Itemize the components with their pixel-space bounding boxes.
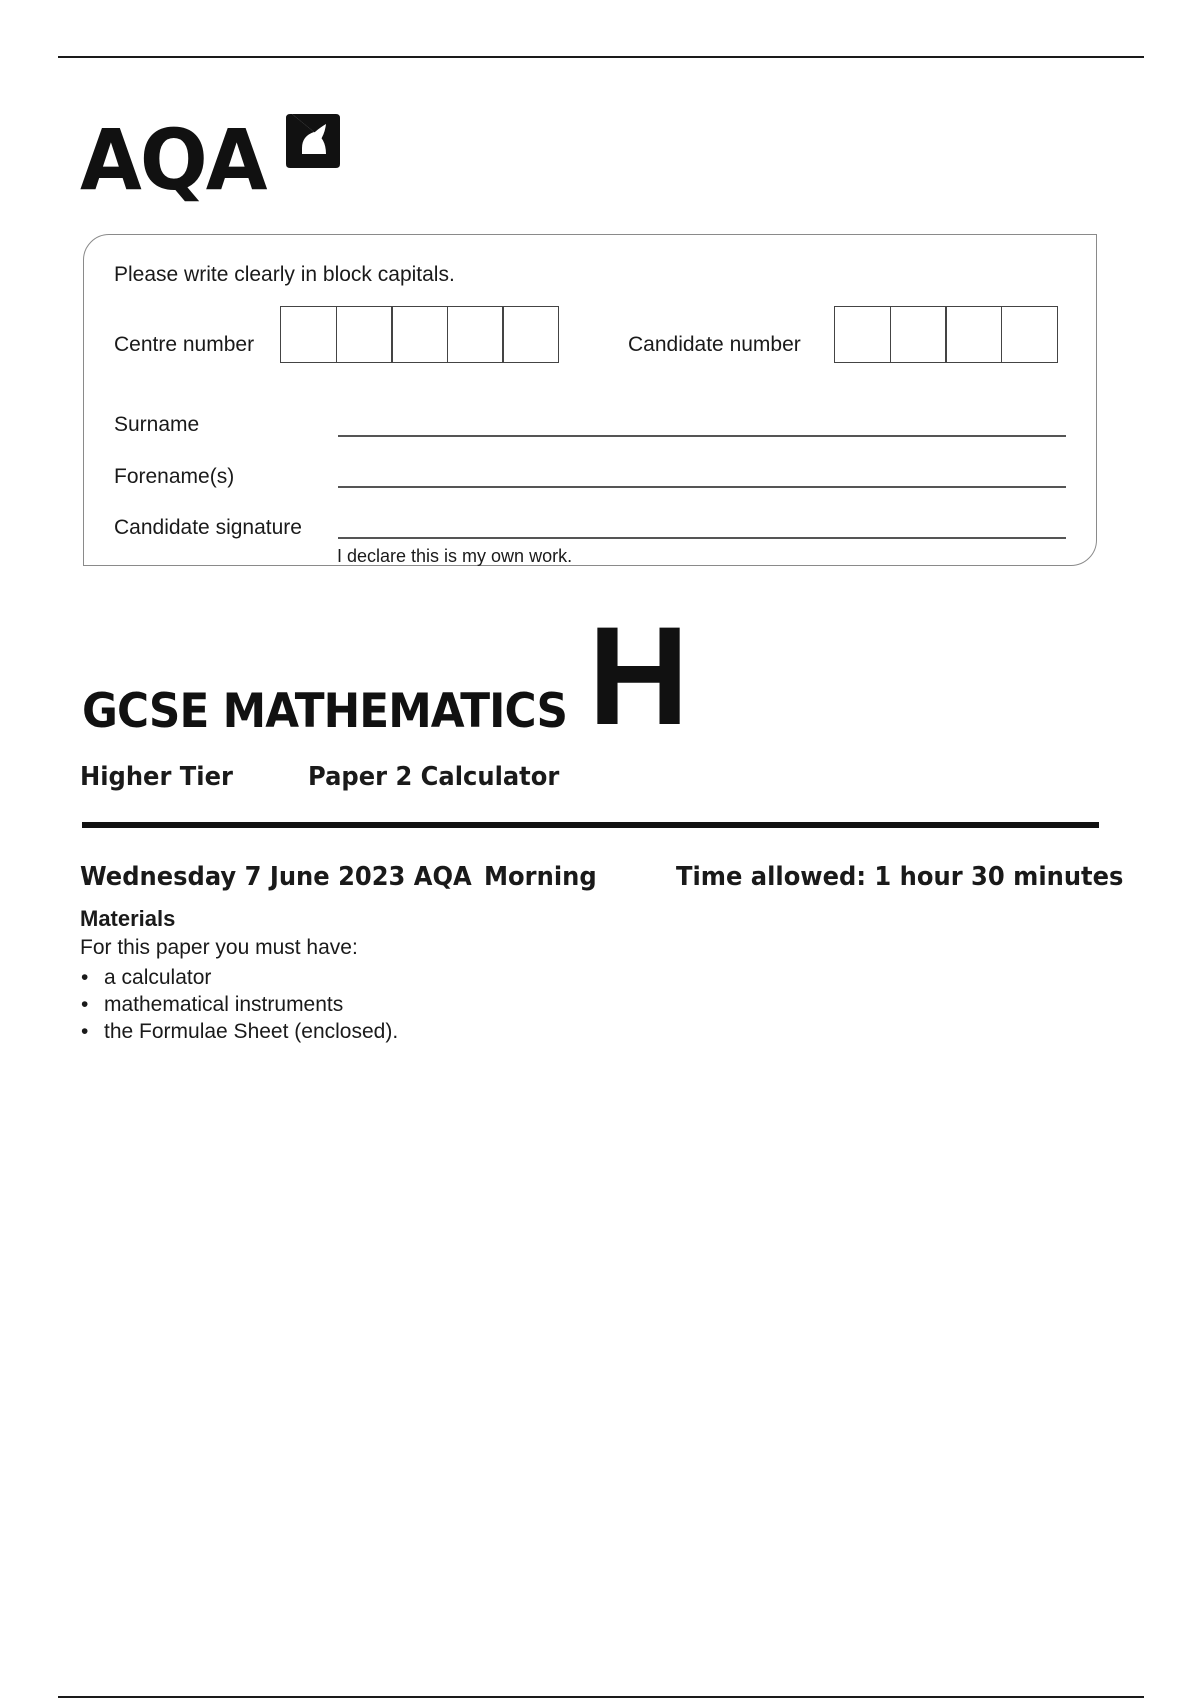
surname-label: Surname xyxy=(114,413,200,436)
list-item xyxy=(80,991,398,1018)
bullet-icon: • xyxy=(81,1020,89,1043)
tier-label: Higher Tier xyxy=(80,762,233,792)
list-item xyxy=(80,964,398,991)
centre-number-label: Centre number xyxy=(114,333,255,356)
forenames-input-line[interactable] xyxy=(338,486,1066,488)
centre-number-cell[interactable] xyxy=(502,306,559,363)
surname-input-line[interactable] xyxy=(338,435,1066,437)
bottom-rule xyxy=(58,1696,1144,1698)
signature-label: Candidate signature xyxy=(114,516,302,539)
section-divider xyxy=(82,822,1099,828)
candidate-number-cell[interactable] xyxy=(1001,306,1058,363)
block-capitals-instruction: Please write clearly in block capitals. xyxy=(114,263,455,286)
declaration-text: I declare this is my own work. xyxy=(337,546,573,566)
centre-number-cell[interactable] xyxy=(391,306,448,363)
materials-heading: Materials xyxy=(80,906,176,931)
centre-number-cell[interactable] xyxy=(447,306,504,363)
list-item-text: the Formulae Sheet (enclosed). xyxy=(104,1020,399,1043)
aqa-leaf-mark-icon xyxy=(284,112,342,174)
list-item xyxy=(80,1018,398,1045)
candidate-number-field[interactable] xyxy=(834,306,1056,363)
top-rule xyxy=(58,56,1144,58)
candidate-details-box xyxy=(83,234,1097,566)
exam-date: Wednesday 7 June 2023 AQA xyxy=(80,862,472,892)
time-allowed: Time allowed: 1 hour 30 minutes xyxy=(676,862,1124,892)
paper-label: Paper 2 Calculator xyxy=(308,762,560,792)
candidate-number-cell[interactable] xyxy=(890,306,947,363)
signature-input-line[interactable] xyxy=(338,537,1066,539)
exam-session: Morning xyxy=(484,862,597,892)
bullet-icon: • xyxy=(81,966,89,989)
candidate-number-label: Candidate number xyxy=(628,333,801,356)
bullet-icon: • xyxy=(81,993,89,1016)
list-item-text: a calculator xyxy=(104,966,212,989)
logo-text: AQA xyxy=(80,111,266,209)
materials-intro: For this paper you must have: xyxy=(80,936,358,959)
candidate-number-cell[interactable] xyxy=(945,306,1002,363)
forenames-label: Forename(s) xyxy=(114,465,235,488)
aqa-logo xyxy=(80,112,350,212)
subject-title: GCSE MATHEMATICS xyxy=(82,684,568,739)
centre-number-cell[interactable] xyxy=(336,306,393,363)
candidate-number-cell[interactable] xyxy=(834,306,891,363)
tier-letter: H xyxy=(588,597,690,754)
centre-number-field[interactable] xyxy=(280,306,558,363)
materials-list xyxy=(80,964,398,1045)
centre-number-cell[interactable] xyxy=(280,306,337,363)
list-item-text: mathematical instruments xyxy=(104,993,344,1016)
